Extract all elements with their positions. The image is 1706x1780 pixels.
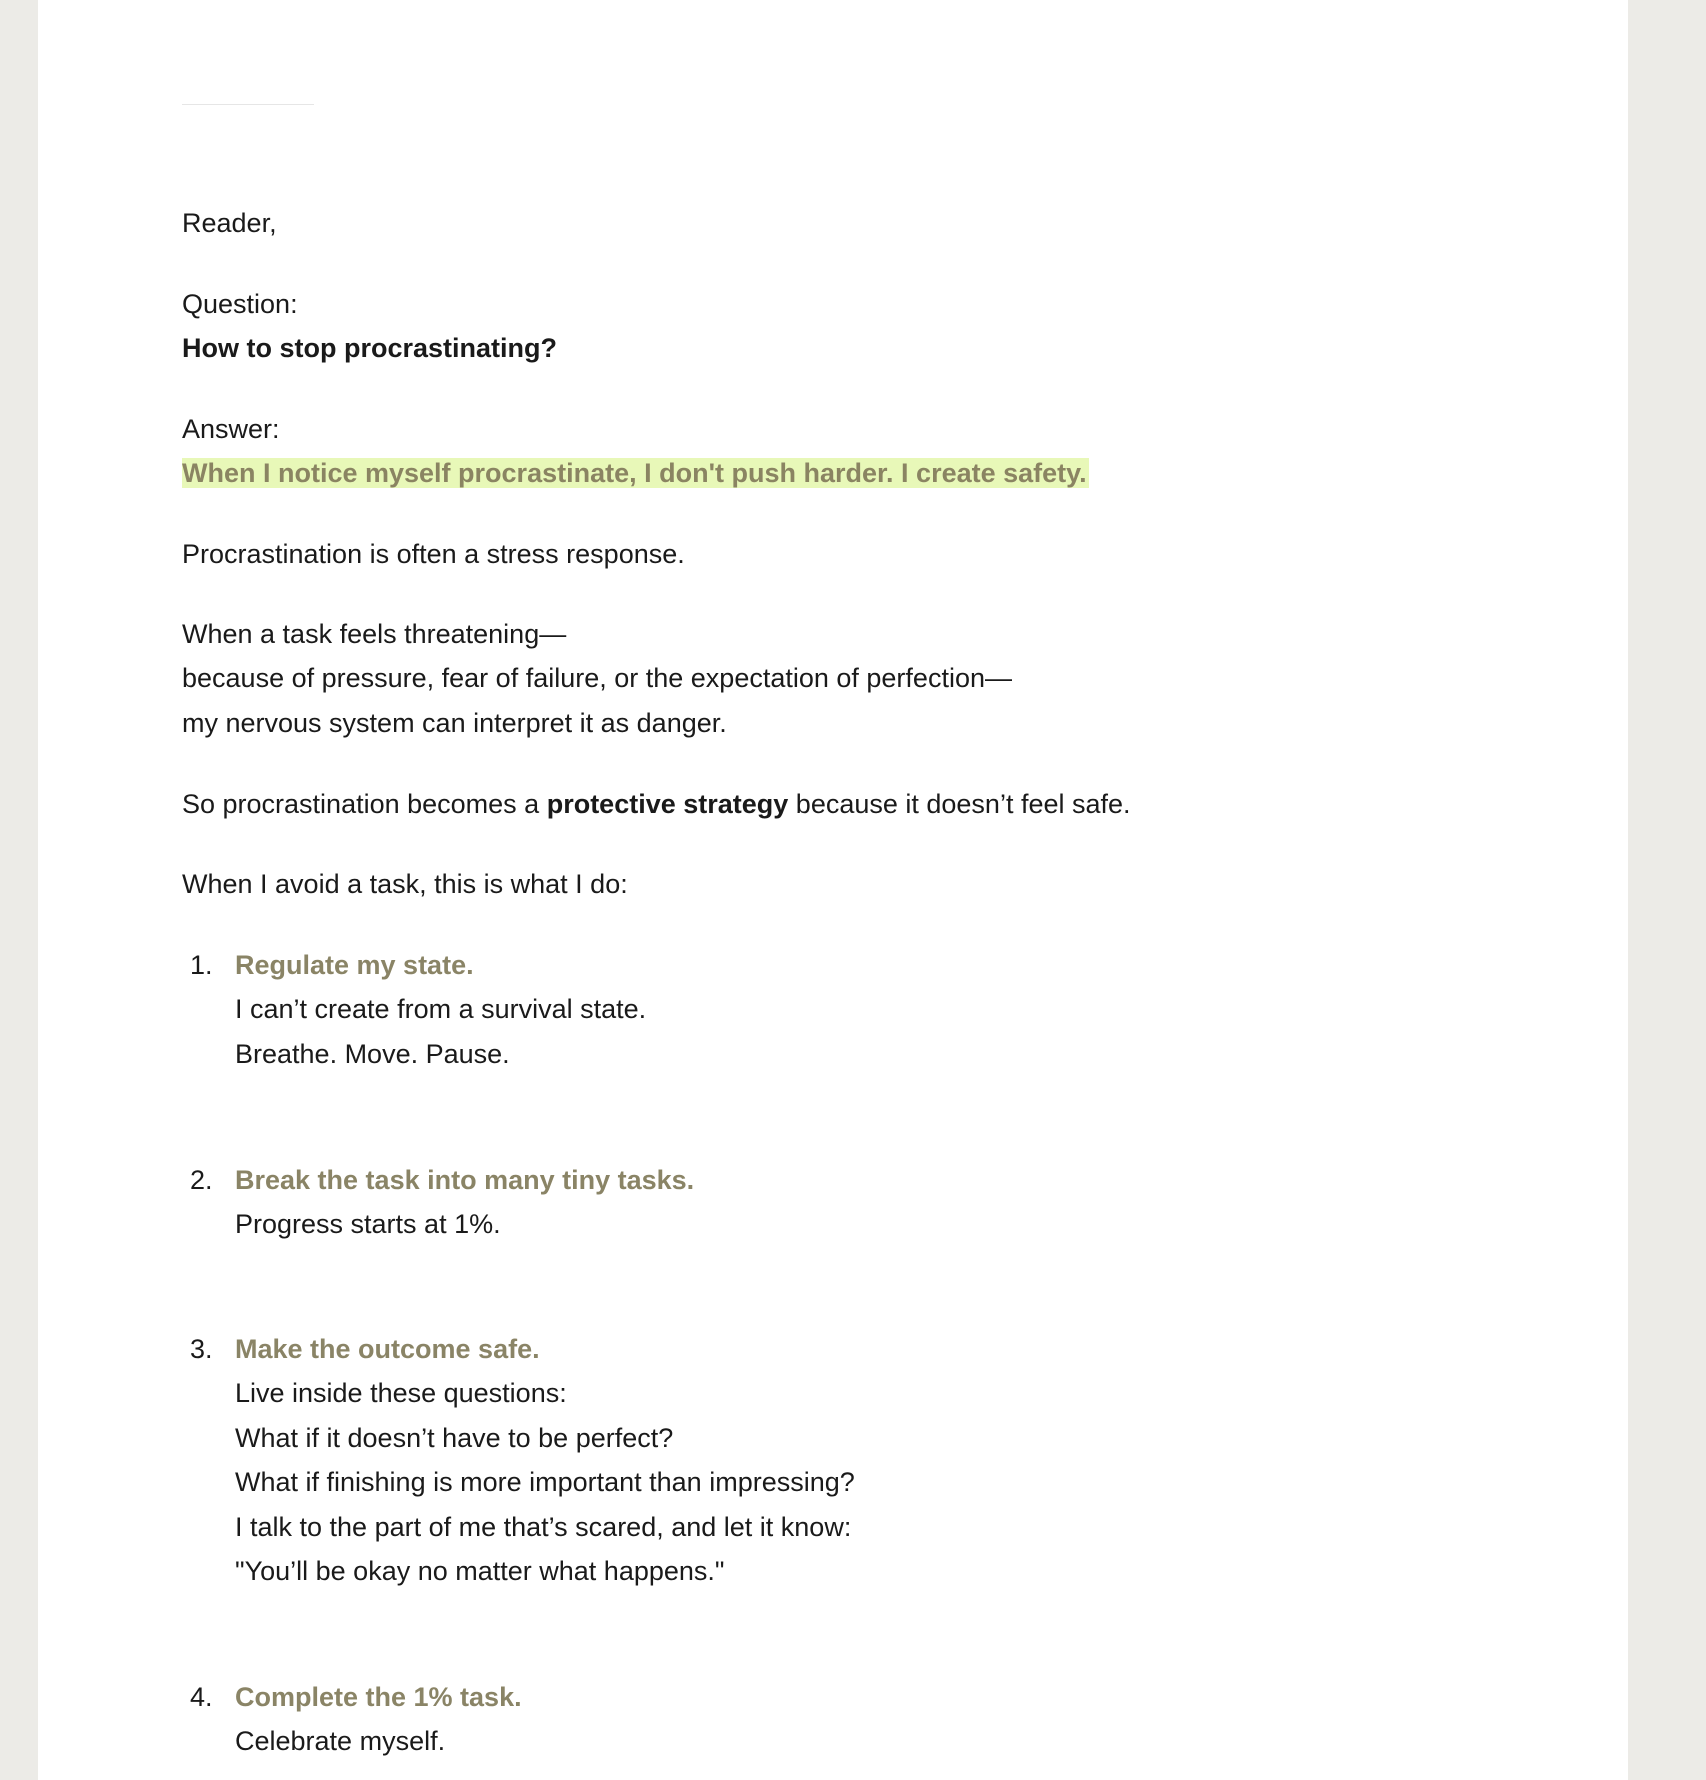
paragraph-threat-line-1: When a task feels threatening—	[182, 619, 567, 649]
step-number: 1.	[190, 950, 213, 980]
paragraph-threat-line-3: my nervous system can interpret it as danger.	[182, 708, 727, 738]
step-line: I talk to the part of me that’s scared, and let it know:	[235, 1512, 852, 1542]
step-number: 4.	[190, 1682, 213, 1712]
step-title: Make the outcome safe.	[235, 1334, 540, 1364]
answer-highlight: When I notice myself procrastinate, I don't push harder. I create safety.	[182, 458, 1087, 488]
step-line: What if it doesn’t have to be perfect?	[235, 1423, 674, 1453]
step-number: 2.	[190, 1165, 213, 1195]
answer-label: Answer:	[182, 414, 280, 444]
paragraph-protective-strategy	[182, 782, 1131, 826]
step-line: Progress starts at 1%.	[235, 1209, 501, 1239]
step-title: Break the task into many tiny tasks.	[235, 1165, 695, 1195]
step-line: "You’ll be okay no matter what happens."	[235, 1556, 725, 1586]
step-line: I can’t create from a survival state.	[235, 994, 647, 1024]
greeting: Reader,	[182, 208, 277, 238]
question-text: How to stop procrastinating?	[182, 333, 557, 363]
question-label: Question:	[182, 289, 298, 319]
step-number: 3.	[190, 1334, 213, 1364]
header-divider	[182, 104, 314, 105]
paragraph-avoid-task: When I avoid a task, this is what I do:	[182, 869, 628, 899]
step-line: What if finishing is more important than impressing?	[235, 1467, 855, 1497]
step-title: Complete the 1% task.	[235, 1682, 522, 1712]
step-line: Celebrate myself.	[235, 1726, 446, 1756]
step-line: Live inside these questions:	[235, 1378, 567, 1408]
protective-bold: protective strategy	[546, 789, 789, 819]
answer-text	[182, 451, 1089, 495]
document-page	[38, 0, 1628, 1780]
protective-after: because it doesn’t feel safe.	[788, 789, 1131, 819]
paragraph-threat-line-2: because of pressure, fear of failure, or the expectation of perfection—	[182, 663, 1012, 693]
paragraph-stress-response: Procrastination is often a stress response.	[182, 539, 685, 569]
protective-before: So procrastination becomes a	[182, 789, 547, 819]
step-title: Regulate my state.	[235, 950, 474, 980]
step-line: Breathe. Move. Pause.	[235, 1039, 510, 1069]
